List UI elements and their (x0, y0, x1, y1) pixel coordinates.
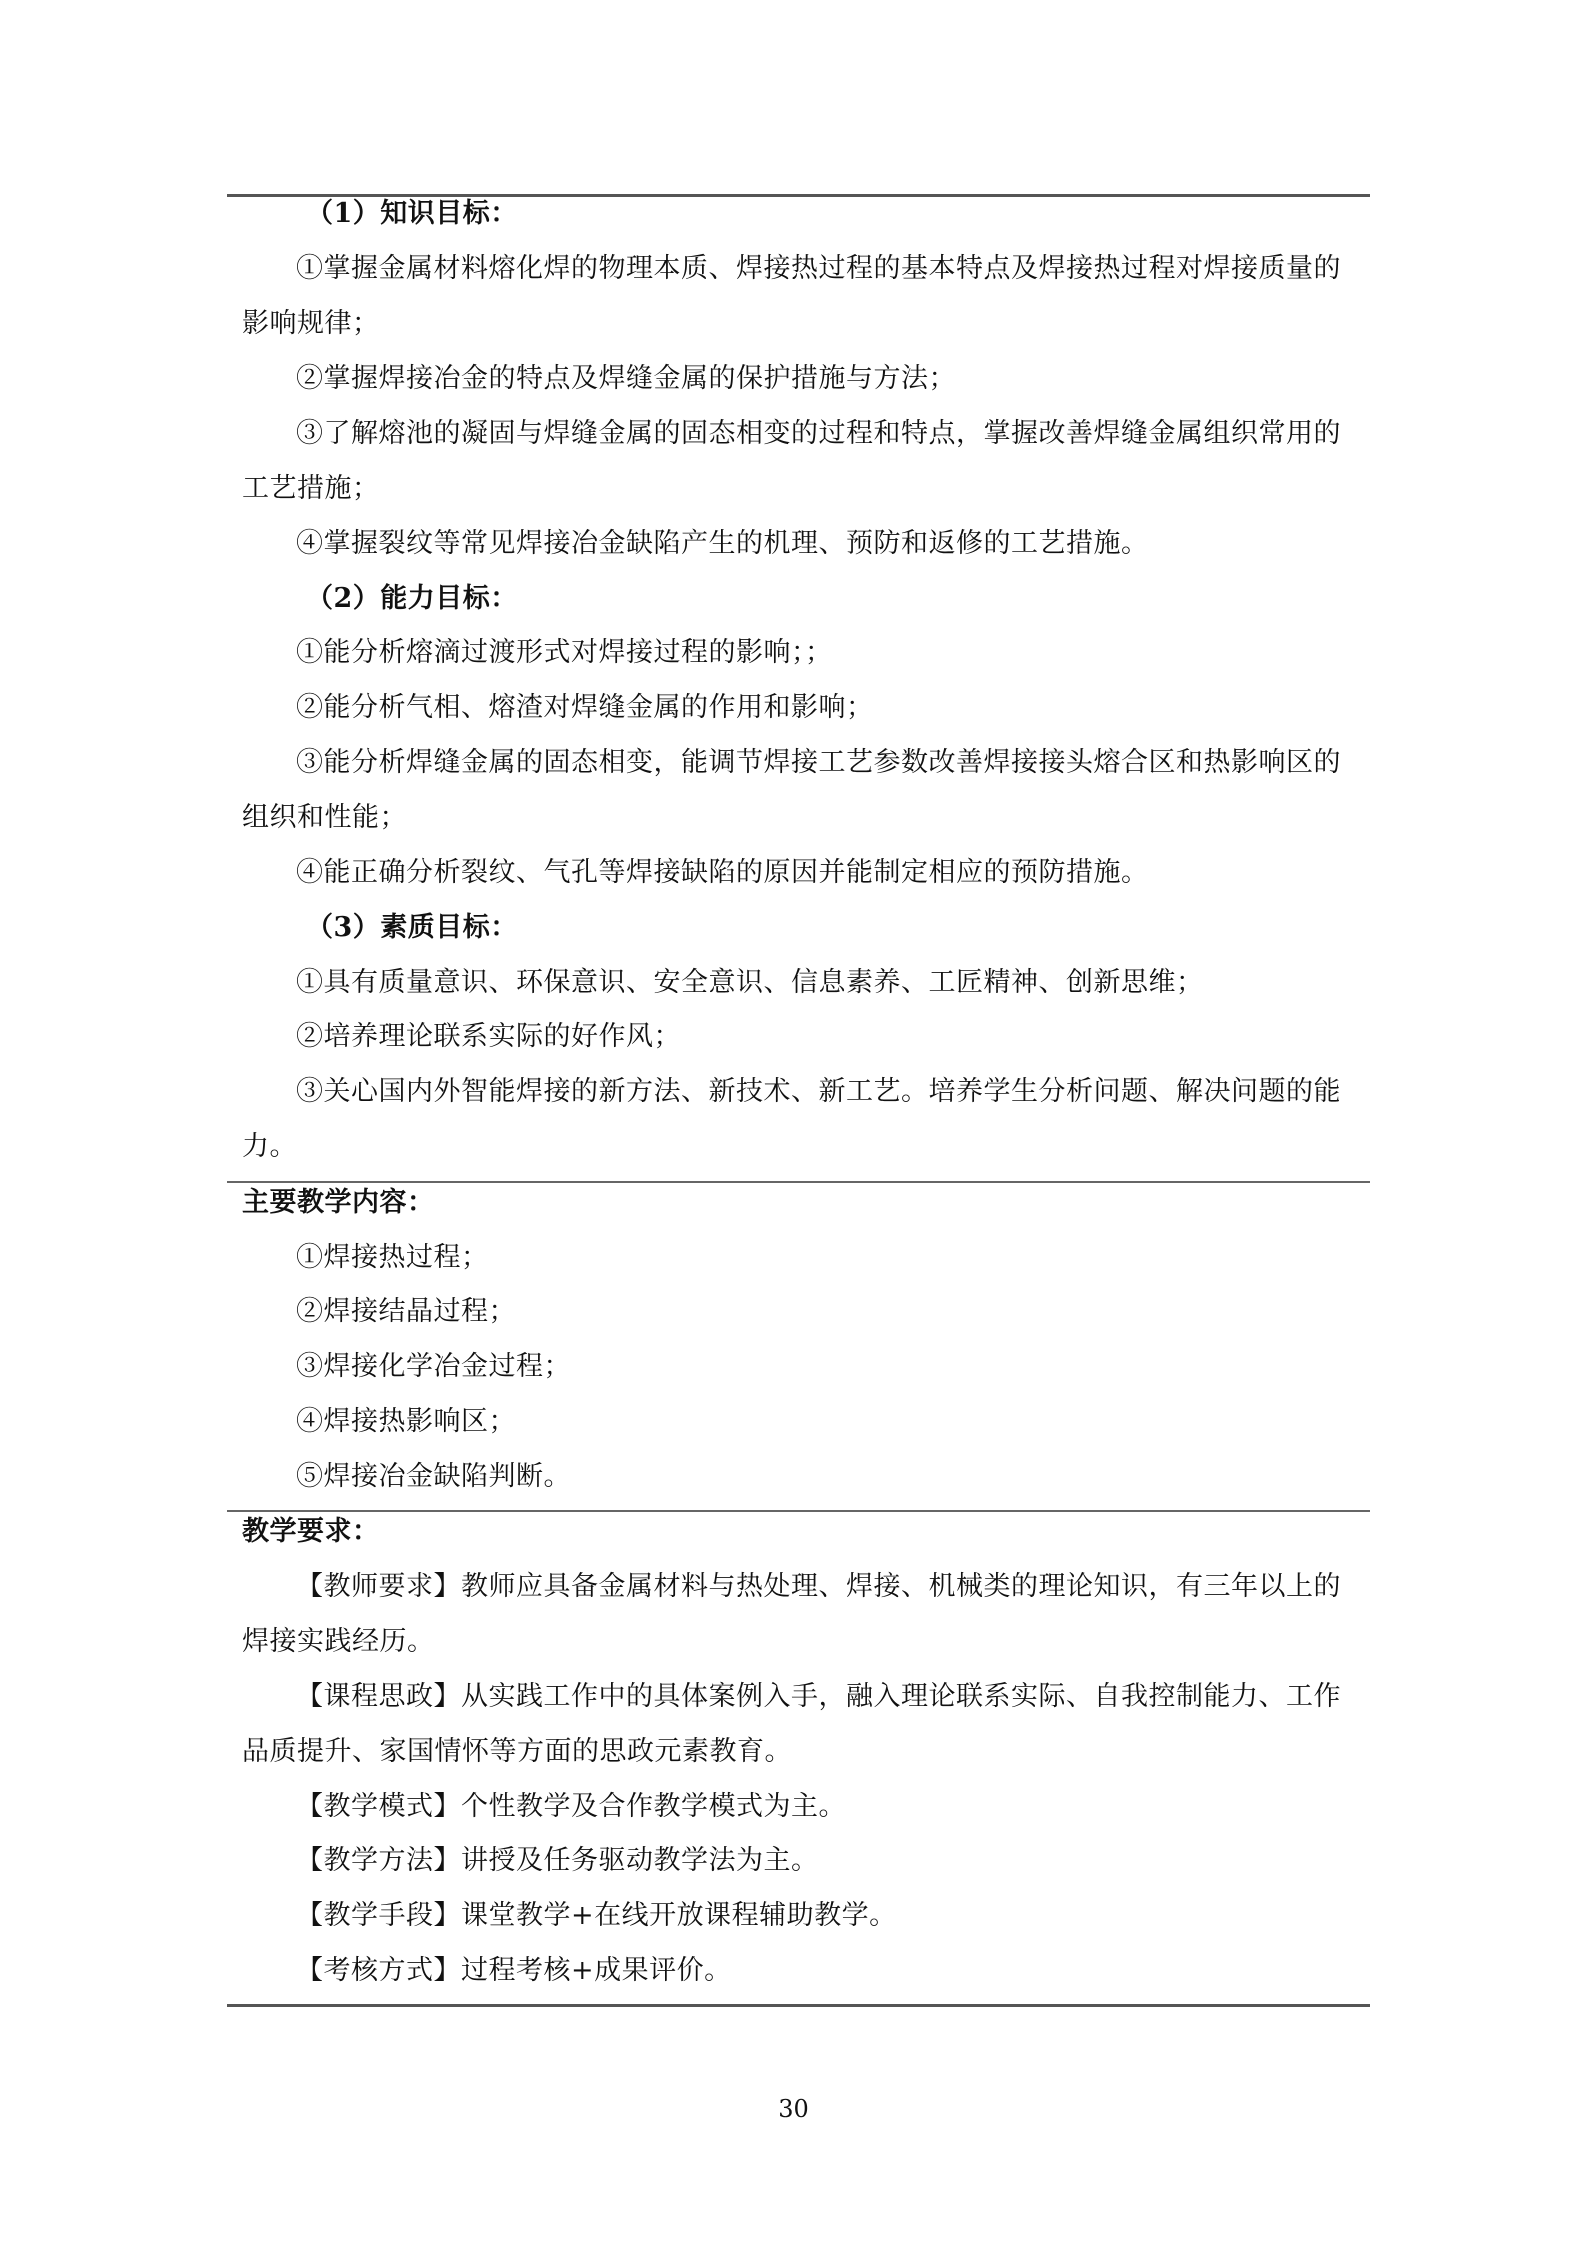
row-divider-2 (227, 1510, 1370, 1512)
ability-item-3-cont: 组织和性能； (242, 802, 407, 833)
content-item-5: ⑤焊接冶金缺陷判断。 (296, 1461, 571, 1492)
ability-objectives-heading: （2）能力目标： (306, 583, 518, 614)
content-item-2: ②焊接结晶过程； (296, 1296, 516, 1327)
requirement-teacher: 【教师要求】教师应具备金属材料与热处理、焊接、机械类的理论知识，有三年以上的 (296, 1571, 1341, 1602)
content-item-4: ④焊接热影响区； (296, 1406, 516, 1437)
knowledge-item-2: ②掌握焊接冶金的特点及焊缝金属的保护措施与方法； (296, 363, 956, 394)
ability-item-3: ③能分析焊缝金属的固态相变，能调节焊接工艺参数改善焊接接头熔合区和热影响区的 (296, 747, 1341, 778)
requirement-ideology-cont: 品质提升、家国情怀等方面的思政元素教育。 (242, 1736, 792, 1767)
content-item-3: ③焊接化学冶金过程； (296, 1351, 571, 1382)
knowledge-item-4: ④掌握裂纹等常见焊接冶金缺陷产生的机理、预防和返修的工艺措施。 (296, 528, 1149, 559)
ability-item-4: ④能正确分析裂纹、气孔等焊接缺陷的原因并能制定相应的预防措施。 (296, 857, 1149, 888)
knowledge-objectives-heading: （1）知识目标： (306, 198, 518, 229)
knowledge-item-3-cont: 工艺措施； (242, 473, 380, 504)
content-heading: 主要教学内容： (242, 1187, 435, 1218)
requirement-method: 【教学方法】讲授及任务驱动教学法为主。 (296, 1845, 819, 1876)
quality-objectives-heading: （3）素质目标： (306, 912, 518, 943)
requirements-heading: 教学要求： (242, 1516, 380, 1547)
quality-item-2: ②培养理论联系实际的好作风； (296, 1021, 681, 1052)
page-number: 30 (778, 2095, 809, 2123)
requirement-mode: 【教学模式】个性教学及合作教学模式为主。 (296, 1791, 846, 1822)
content-item-1: ①焊接热过程； (296, 1242, 489, 1273)
row-divider-1 (227, 1181, 1370, 1183)
requirement-means: 【教学手段】课堂教学+在线开放课程辅助教学。 (296, 1900, 897, 1931)
requirement-teacher-cont: 焊接实践经历。 (242, 1626, 435, 1657)
knowledge-item-3: ③了解熔池的凝固与焊缝金属的固态相变的过程和特点，掌握改善焊缝金属组织常用的 (296, 418, 1341, 449)
requirement-ideology: 【课程思政】从实践工作中的具体案例入手，融入理论联系实际、自我控制能力、工作 (296, 1681, 1341, 1712)
ability-item-2: ②能分析气相、熔渣对焊缝金属的作用和影响； (296, 692, 874, 723)
requirement-assessment: 【考核方式】过程考核+成果评价。 (296, 1955, 732, 1986)
quality-item-3-cont: 力。 (242, 1131, 297, 1162)
knowledge-item-1: ①掌握金属材料熔化焊的物理本质、焊接热过程的基本特点及焊接热过程对焊接质量的 (296, 253, 1341, 284)
table-bottom-border (227, 2004, 1370, 2007)
quality-item-1: ①具有质量意识、环保意识、安全意识、信息素养、工匠精神、创新思维； (296, 967, 1204, 998)
ability-item-1: ①能分析熔滴过渡形式对焊接过程的影响；； (296, 637, 833, 668)
quality-item-3: ③关心国内外智能焊接的新方法、新技术、新工艺。培养学生分析问题、解决问题的能 (296, 1076, 1341, 1107)
knowledge-item-1-cont: 影响规律； (242, 308, 380, 339)
